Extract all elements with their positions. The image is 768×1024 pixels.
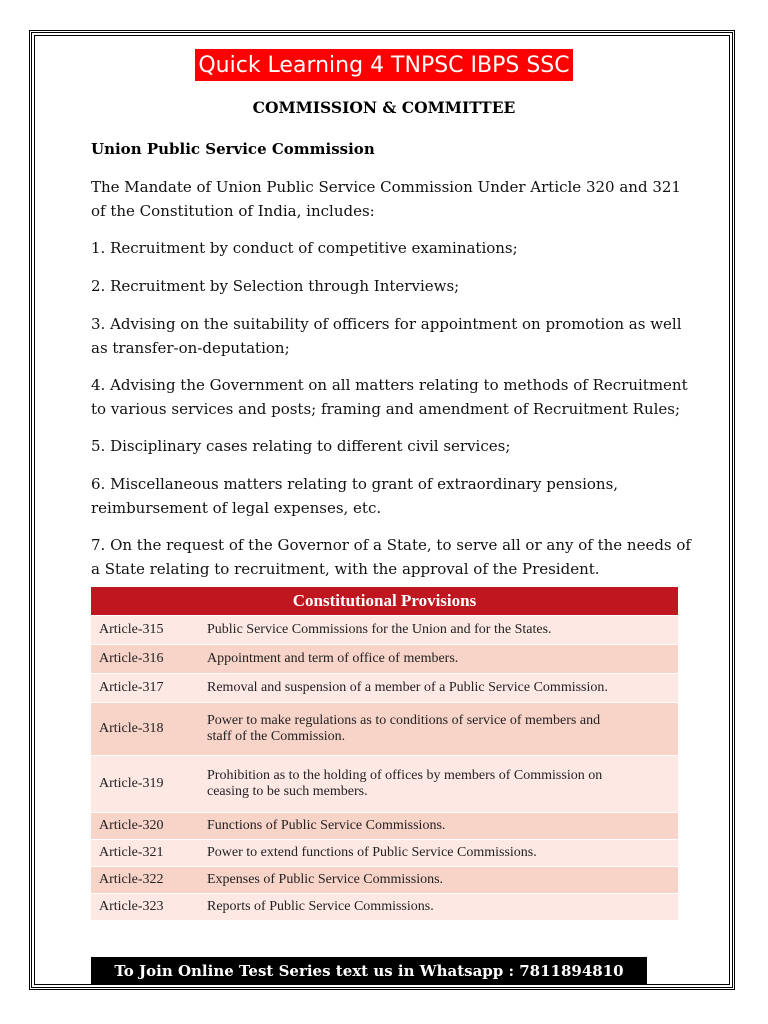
description-line: ceasing to be such members.: [207, 784, 368, 799]
list-item: [91, 274, 691, 298]
description-line: staff of the Commission.: [207, 729, 346, 744]
description-cell: [207, 768, 678, 800]
description-cell: [207, 622, 678, 638]
list-item-line: 6. Miscellaneous matters relating to grant of extraordinary pensions,: [91, 475, 619, 493]
table-header: Constitutional Provisions: [91, 587, 678, 615]
description-line: Reports of Public Service Commissions.: [207, 899, 434, 914]
list-item-line: 2. Recruitment by Selection through Interviews;: [91, 277, 460, 295]
description-cell: [207, 713, 678, 745]
article-cell: Article-319: [99, 776, 164, 791]
list-item: [91, 373, 691, 421]
list-item-line: to various services and posts; framing and amendment of Recruitment Rules;: [91, 400, 681, 418]
description-line: Power to make regulations as to conditions of service of members and: [207, 713, 601, 728]
whatsapp-footer-bar: To Join Online Test Series text us in Whatsapp : 7811894810: [91, 957, 647, 985]
article-cell: Article-318: [99, 721, 164, 736]
description-cell: [207, 899, 678, 915]
intro-line: The Mandate of Union Public Service Commission Under Article 320 and 321: [91, 178, 681, 196]
table-row: [91, 866, 678, 893]
table-row: [91, 644, 678, 673]
description-line: Functions of Public Service Commissions.: [207, 818, 446, 833]
description-cell: [207, 845, 678, 861]
list-item: [91, 472, 691, 520]
article-cell: Article-320: [99, 818, 164, 833]
table-row: [91, 673, 678, 702]
description-line: Removal and suspension of a member of a Public Service Commission.: [207, 680, 608, 695]
article-cell: Article-315: [99, 622, 164, 637]
list-item-line: reimbursement of legal expenses, etc.: [91, 499, 382, 517]
list-item-line: 5. Disciplinary cases relating to different civil services;: [91, 437, 511, 455]
table-row: [91, 893, 678, 920]
description-line: Public Service Commissions for the Union and for the States.: [207, 622, 552, 637]
table-row: [91, 615, 678, 644]
description-line: Power to extend functions of Public Service Commissions.: [207, 845, 537, 860]
article-cell: Article-321: [99, 845, 164, 860]
list-item: [91, 236, 691, 260]
description-cell: [207, 680, 678, 696]
description-line: Prohibition as to the holding of offices by members of Commission on: [207, 768, 603, 783]
article-cell: Article-316: [99, 651, 164, 666]
provisions-table: [91, 587, 678, 920]
description-line: Appointment and term of office of members.: [207, 651, 459, 666]
table-row: [91, 812, 678, 839]
list-item-line: 7. On the request of the Governor of a State, to serve all or any of the needs of: [91, 536, 691, 554]
table-row: [91, 755, 678, 812]
description-line: Expenses of Public Service Commissions.: [207, 872, 444, 887]
section-subtitle: Union Public Service Commission: [91, 140, 375, 158]
table-row: [91, 702, 678, 755]
article-cell: Article-323: [99, 899, 164, 914]
document-title: COMMISSION & COMMITTEE: [252, 98, 516, 117]
article-cell: Article-322: [99, 872, 164, 887]
list-item: [91, 312, 691, 360]
article-cell: Article-317: [99, 680, 164, 695]
description-cell: [207, 651, 678, 667]
list-item-line: 4. Advising the Government on all matters relating to methods of Recruitment: [91, 376, 688, 394]
intro-line: of the Constitution of India, includes:: [91, 202, 375, 220]
list-item: [91, 434, 691, 458]
intro-paragraph: [91, 175, 691, 223]
list-item-line: as transfer-on-deputation;: [91, 339, 290, 357]
site-banner: Quick Learning 4 TNPSC IBPS SSC: [195, 49, 573, 81]
list-item-line: 1. Recruitment by conduct of competitive examinations;: [91, 239, 518, 257]
description-cell: [207, 818, 678, 834]
list-item-line: 3. Advising on the suitability of officers for appointment on promotion as well: [91, 315, 682, 333]
table-row: [91, 839, 678, 866]
list-item-line: a State relating to recruitment, with the approval of the President.: [91, 560, 600, 578]
list-item: [91, 533, 691, 581]
description-cell: [207, 872, 678, 888]
